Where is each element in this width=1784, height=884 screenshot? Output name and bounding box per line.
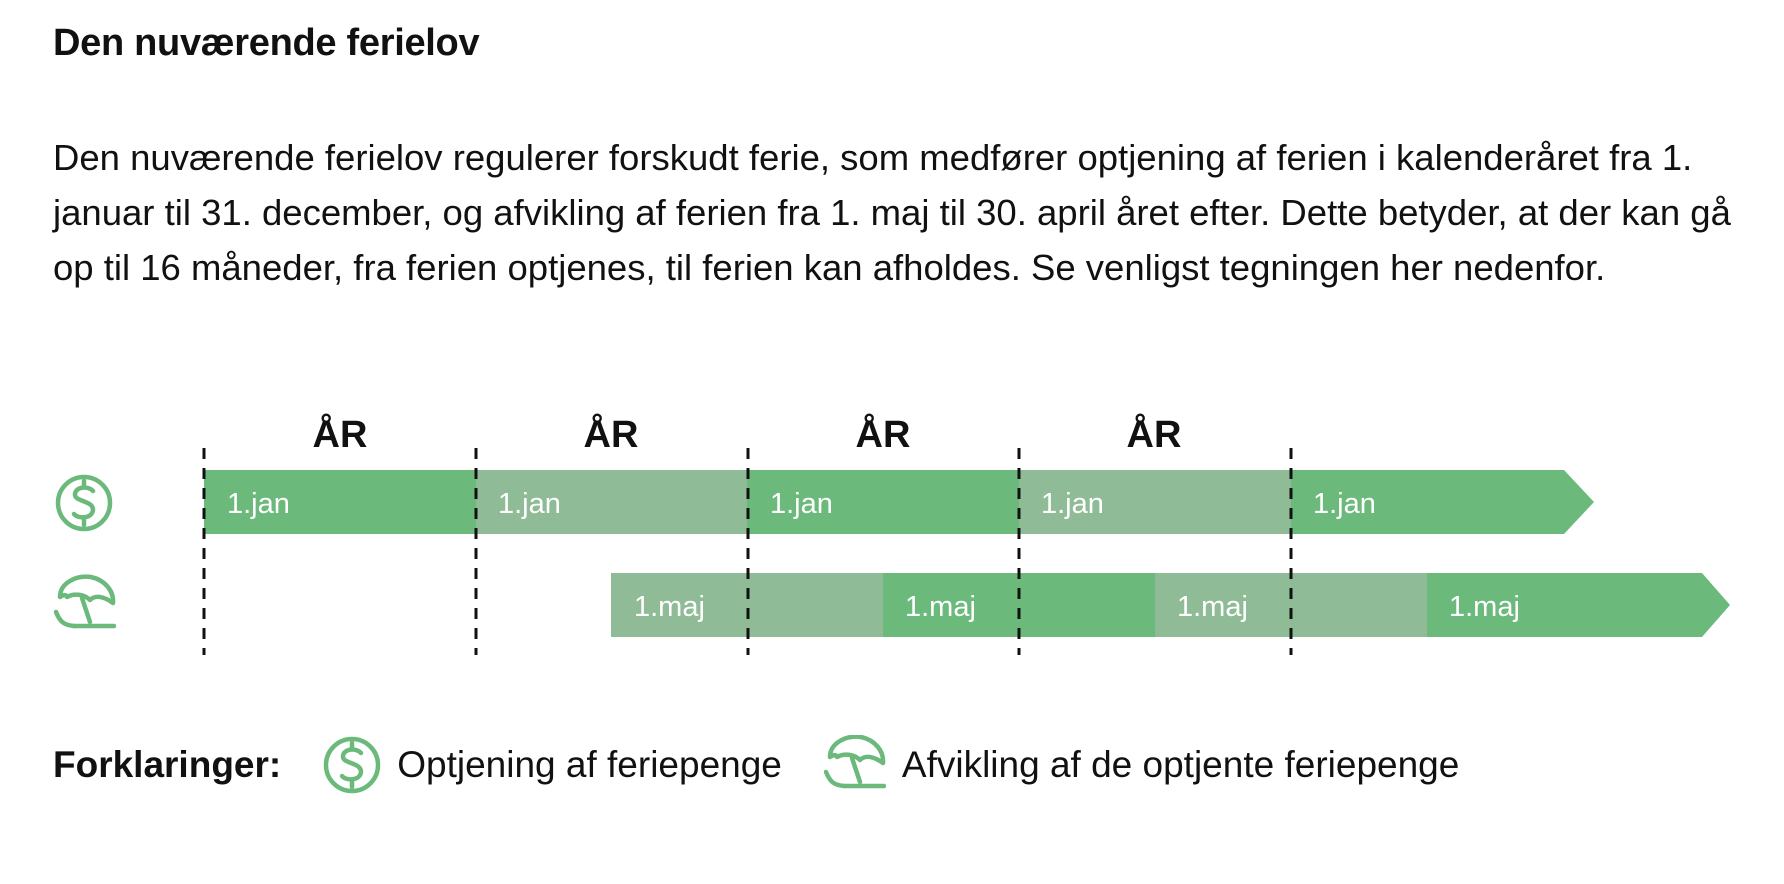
dollar-coin-icon <box>323 735 381 795</box>
year-label: ÅR <box>1126 414 1182 456</box>
earning-segment-label: 1.jan <box>770 488 833 520</box>
vacation-segment-label: 1.maj <box>1449 591 1520 623</box>
earning-row <box>204 470 1594 534</box>
year-label: ÅR <box>312 414 368 456</box>
year-label: ÅR <box>855 414 911 456</box>
year-label: ÅR <box>583 414 639 456</box>
dollar-coin-icon <box>58 477 110 529</box>
legend <box>53 735 1501 795</box>
vacation-segment-label: 1.maj <box>1177 591 1248 623</box>
beach-umbrella-icon <box>824 735 886 795</box>
vacation-row <box>611 573 1730 637</box>
intro-paragraph: Den nuværende ferielov regulerer forskudt ferie, som medfører optjening af ferien i kalenderåret fra 1. januar til 31. december, og afvikling af ferien fra 1. maj til 30. april året efter. Dette betyder, at der kan gå op til 16 måneder, fra ferien optjenes, til ferien kan afholdes. Se venligst tegningen her nedenfor. <box>53 137 1731 288</box>
beach-umbrella-icon <box>56 577 114 626</box>
earning-segment-label: 1.jan <box>1313 488 1376 520</box>
legend-title: Forklaringer: <box>53 744 282 785</box>
earning-segment-label: 1.jan <box>227 488 290 520</box>
legend-item-vacation: Afvikling af de optjente feriepenge <box>901 744 1460 785</box>
legend-item-earning: Optjening af feriepenge <box>397 744 782 785</box>
earning-segment-label: 1.jan <box>498 488 561 520</box>
page-title: Den nuværende ferielov <box>53 22 480 64</box>
earning-segment-label: 1.jan <box>1041 488 1104 520</box>
vacation-segment-label: 1.maj <box>905 591 976 623</box>
vacation-segment-label: 1.maj <box>634 591 705 623</box>
